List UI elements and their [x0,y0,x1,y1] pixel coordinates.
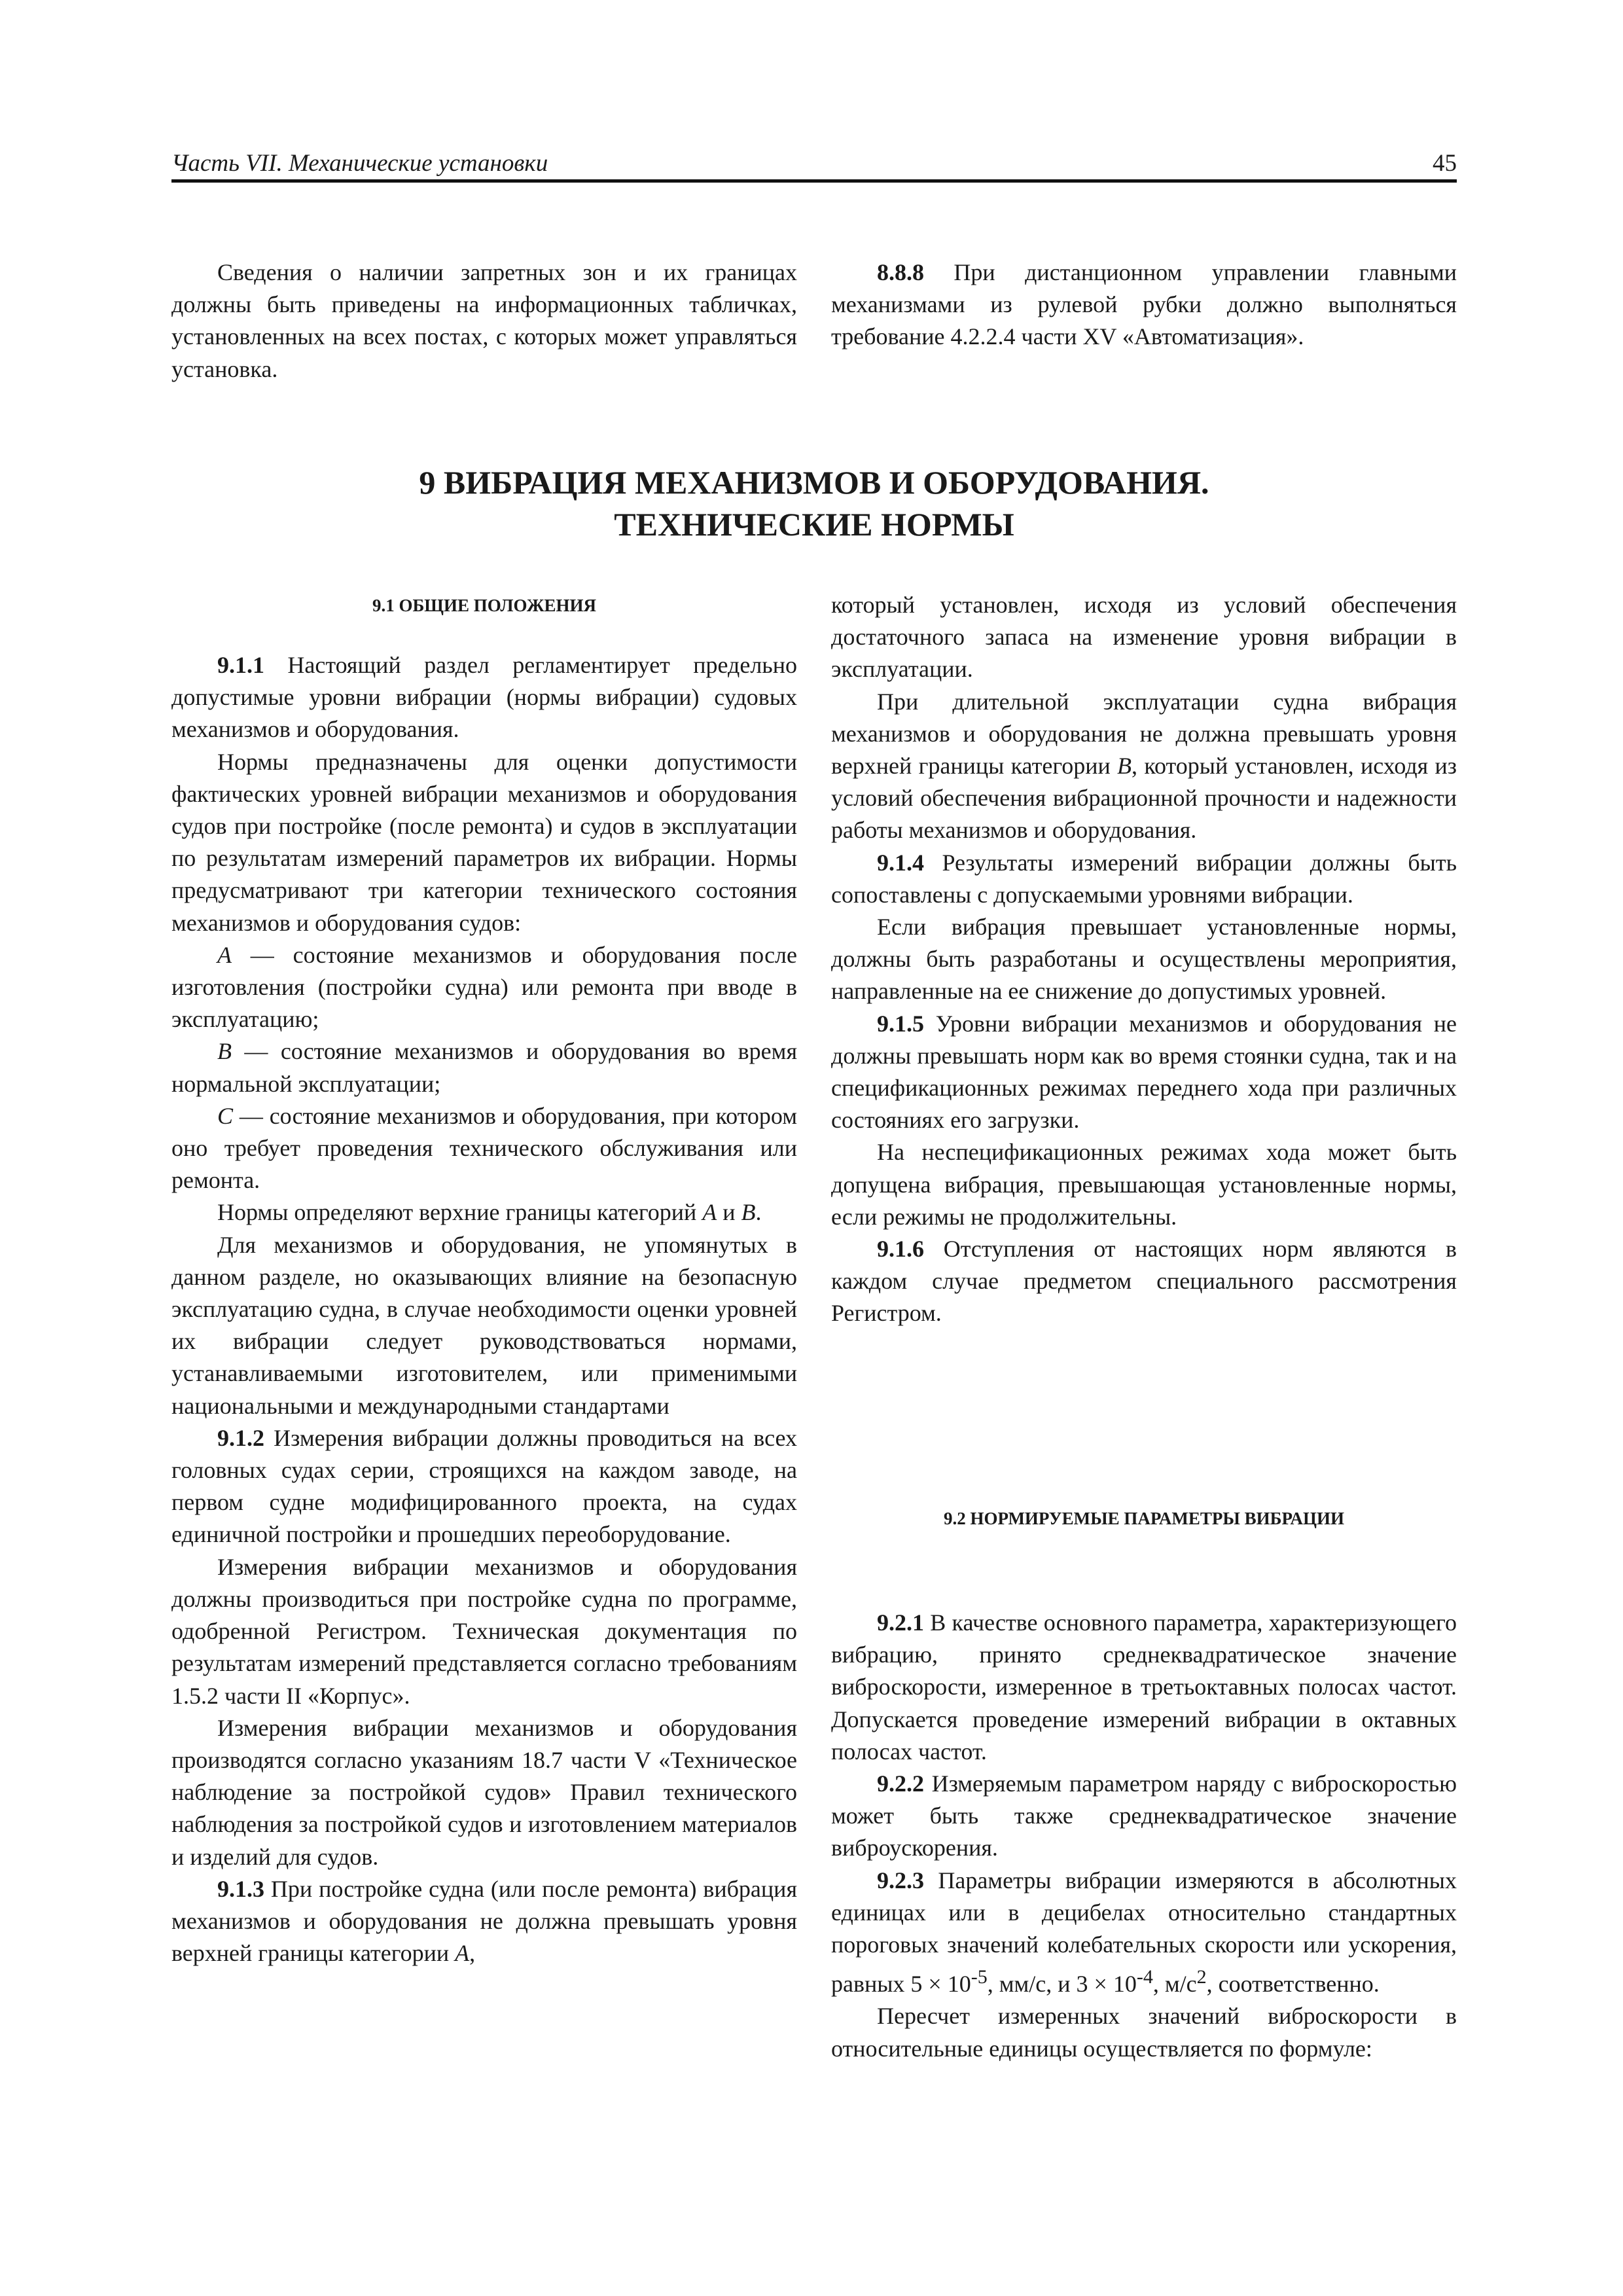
paragraph: Измерения вибрации механизмов и оборудования должны производиться при постройке судна по программе, одобренной Регистром. Техническая документация по результатам измерений представляется согласно требованиям 1.5.2 части II «Корпус». [171,1553,797,1709]
paragraph: Измерения вибрации механизмов и оборудования производятся согласно указаниям 18.7 части V «Техническое наблюдение за постройкой судов» Правил технического наблюдения за постройкой судов и изготовлением материалов и изделий для судов. [171,1714,797,1870]
paragraph: При длительной эксплуатации судна вибрация механизмов и оборудования не должна превышать уровня верхней границы категории B, который установлен, исходя из условий обеспечения вибрационной прочности и надежности работы механизмов и оборудования. [831,688,1457,844]
paragraph: Пересчет измеренных значений виброскорости в относительные единицы осуществляется по формуле: [831,2003,1457,2062]
clause-913: 9.1.3 При постройке судна (или после ремонта) вибрация механизмов и оборудования не должна превышать уровня верхней границы категории A, [171,1875,797,1967]
category-c: C — состояние механизмов и оборудования, при котором оно требует проведения технического обслуживания или ремонта. [171,1102,797,1194]
clause-911: 9.1.1 Настоящий раздел регламентирует предельно допустимые уровни вибрации (нормы вибрации) судовых механизмов и оборудования. [171,652,797,743]
paragraph: На неспецификационных режимах хода может быть допущена вибрация, превышающая установленные нормы, если режимы не продолжительны. [831,1139,1457,1230]
left-column [171,649,797,1969]
right-column-upper [831,589,1457,1330]
top-left-column [171,257,797,386]
right-column-lower [831,1607,1457,2065]
chapter-title: 9 ВИБРАЦИЯ МЕХАНИЗМОВ И ОБОРУДОВАНИЯ. ТЕХНИЧЕСКИЕ НОРМЫ [419,464,1209,543]
paragraph-888: 8.8.8 При дистанционном управлении главными механизмами из рулевой рубки должно выполняться требование 4.2.2.4 части XV «Автоматизация». [831,259,1457,350]
clause-number: 8.8.8 [877,259,924,285]
paragraph: который установлен, исходя из условий обеспечения достаточного запаса на изменение уровня вибрации в эксплуатации. [831,592,1457,683]
clause-912: 9.1.2 Измерения вибрации должны проводиться на всех головных судах серии, строящихся на каждом заводе, на первом судне модифицированного проекта, на судах единичной постройки и прошедших переоборудование. [171,1424,797,1548]
page-number: 45 [1433,150,1457,177]
clause-916: 9.1.6 Отступления от настоящих норм являются в каждом случае предметом специального рассмотрения Регистром. [831,1236,1457,1327]
paragraph: Нормы определяют верхние границы категорий A и B. [217,1199,762,1226]
clause-922: 9.2.2 Измеряемым параметром наряду с виброскоростью может быть также среднеквадратическое значение виброускорения. [831,1770,1457,1861]
running-title: Часть VII. Механические установки [171,150,548,177]
paragraph: Сведения о наличии запретных зон и их границах должны быть приведены на информационных табличках, установленных на всех постах, с которых может управляться установка. [171,259,797,382]
section-heading-9-2: 9.2 НОРМИРУЕМЫЕ ПАРАМЕТРЫ ВИБРАЦИИ [943,1509,1345,1528]
clause-921: 9.2.1 В качестве основного параметра, характеризующего вибрацию, принято среднеквадратическое значение виброскорости, измеренное в третьоктавных полосах частот. Допускается проведение измерений вибрации в октавных полосах частот. [831,1609,1457,1765]
category-b: B — состояние механизмов и оборудования во время нормальной эксплуатации; [171,1038,797,1097]
paragraph: Нормы предназначены для оценки допустимости фактических уровней вибрации механизмов и оборудования судов при постройке (после ремонта) и судов в эксплуатации по результатам измерений параметров их вибрации. Нормы предусматривают три категории технического состояния механизмов и оборудования судов: [171,748,797,936]
clause-914: 9.1.4 Результаты измерений вибрации должны быть сопоставлены с допускаемыми уровнями вибрации. [831,849,1457,908]
clause-915: 9.1.5 Уровни вибрации механизмов и оборудования не должны превышать норм как во время стоянки судна, так и на спецификационных режимах переднего хода при различных состояниях его загрузки. [831,1010,1457,1134]
clause-923: 9.2.3 Параметры вибрации измеряются в абсолютных единицах или в децибелах относительно стандартных пороговых значений колебательных скорости или ускорения, равных $5 \times 10^{-5}$, мм/с, и $3 \times 10^{-4}$, $м/с^2$, соответственно. [831,1867,1457,1998]
section-heading-9-1: 9.1 ОБЩИЕ ПОЛОЖЕНИЯ [372,596,597,615]
page-header [171,145,1457,183]
category-a: A — состояние механизмов и оборудования после изготовления (постройки судна) или ремонта при вводе в эксплуатацию; [171,941,797,1033]
top-right-column [831,257,1457,353]
paragraph: Для механизмов и оборудования, не упомянутых в данном разделе, но оказывающих влияние на безопасную эксплуатацию судна, в случае необходимости оценки уровней их вибрации следует руководствоваться нормами, устанавливаемыми изготовителем, или применимыми национальными и международными стандартами [171,1231,797,1419]
paragraph: Если вибрация превышает установленные нормы, должны быть разработаны и осуществлены мероприятия, направленные на ее снижение до допустимых уровней. [831,914,1457,1005]
